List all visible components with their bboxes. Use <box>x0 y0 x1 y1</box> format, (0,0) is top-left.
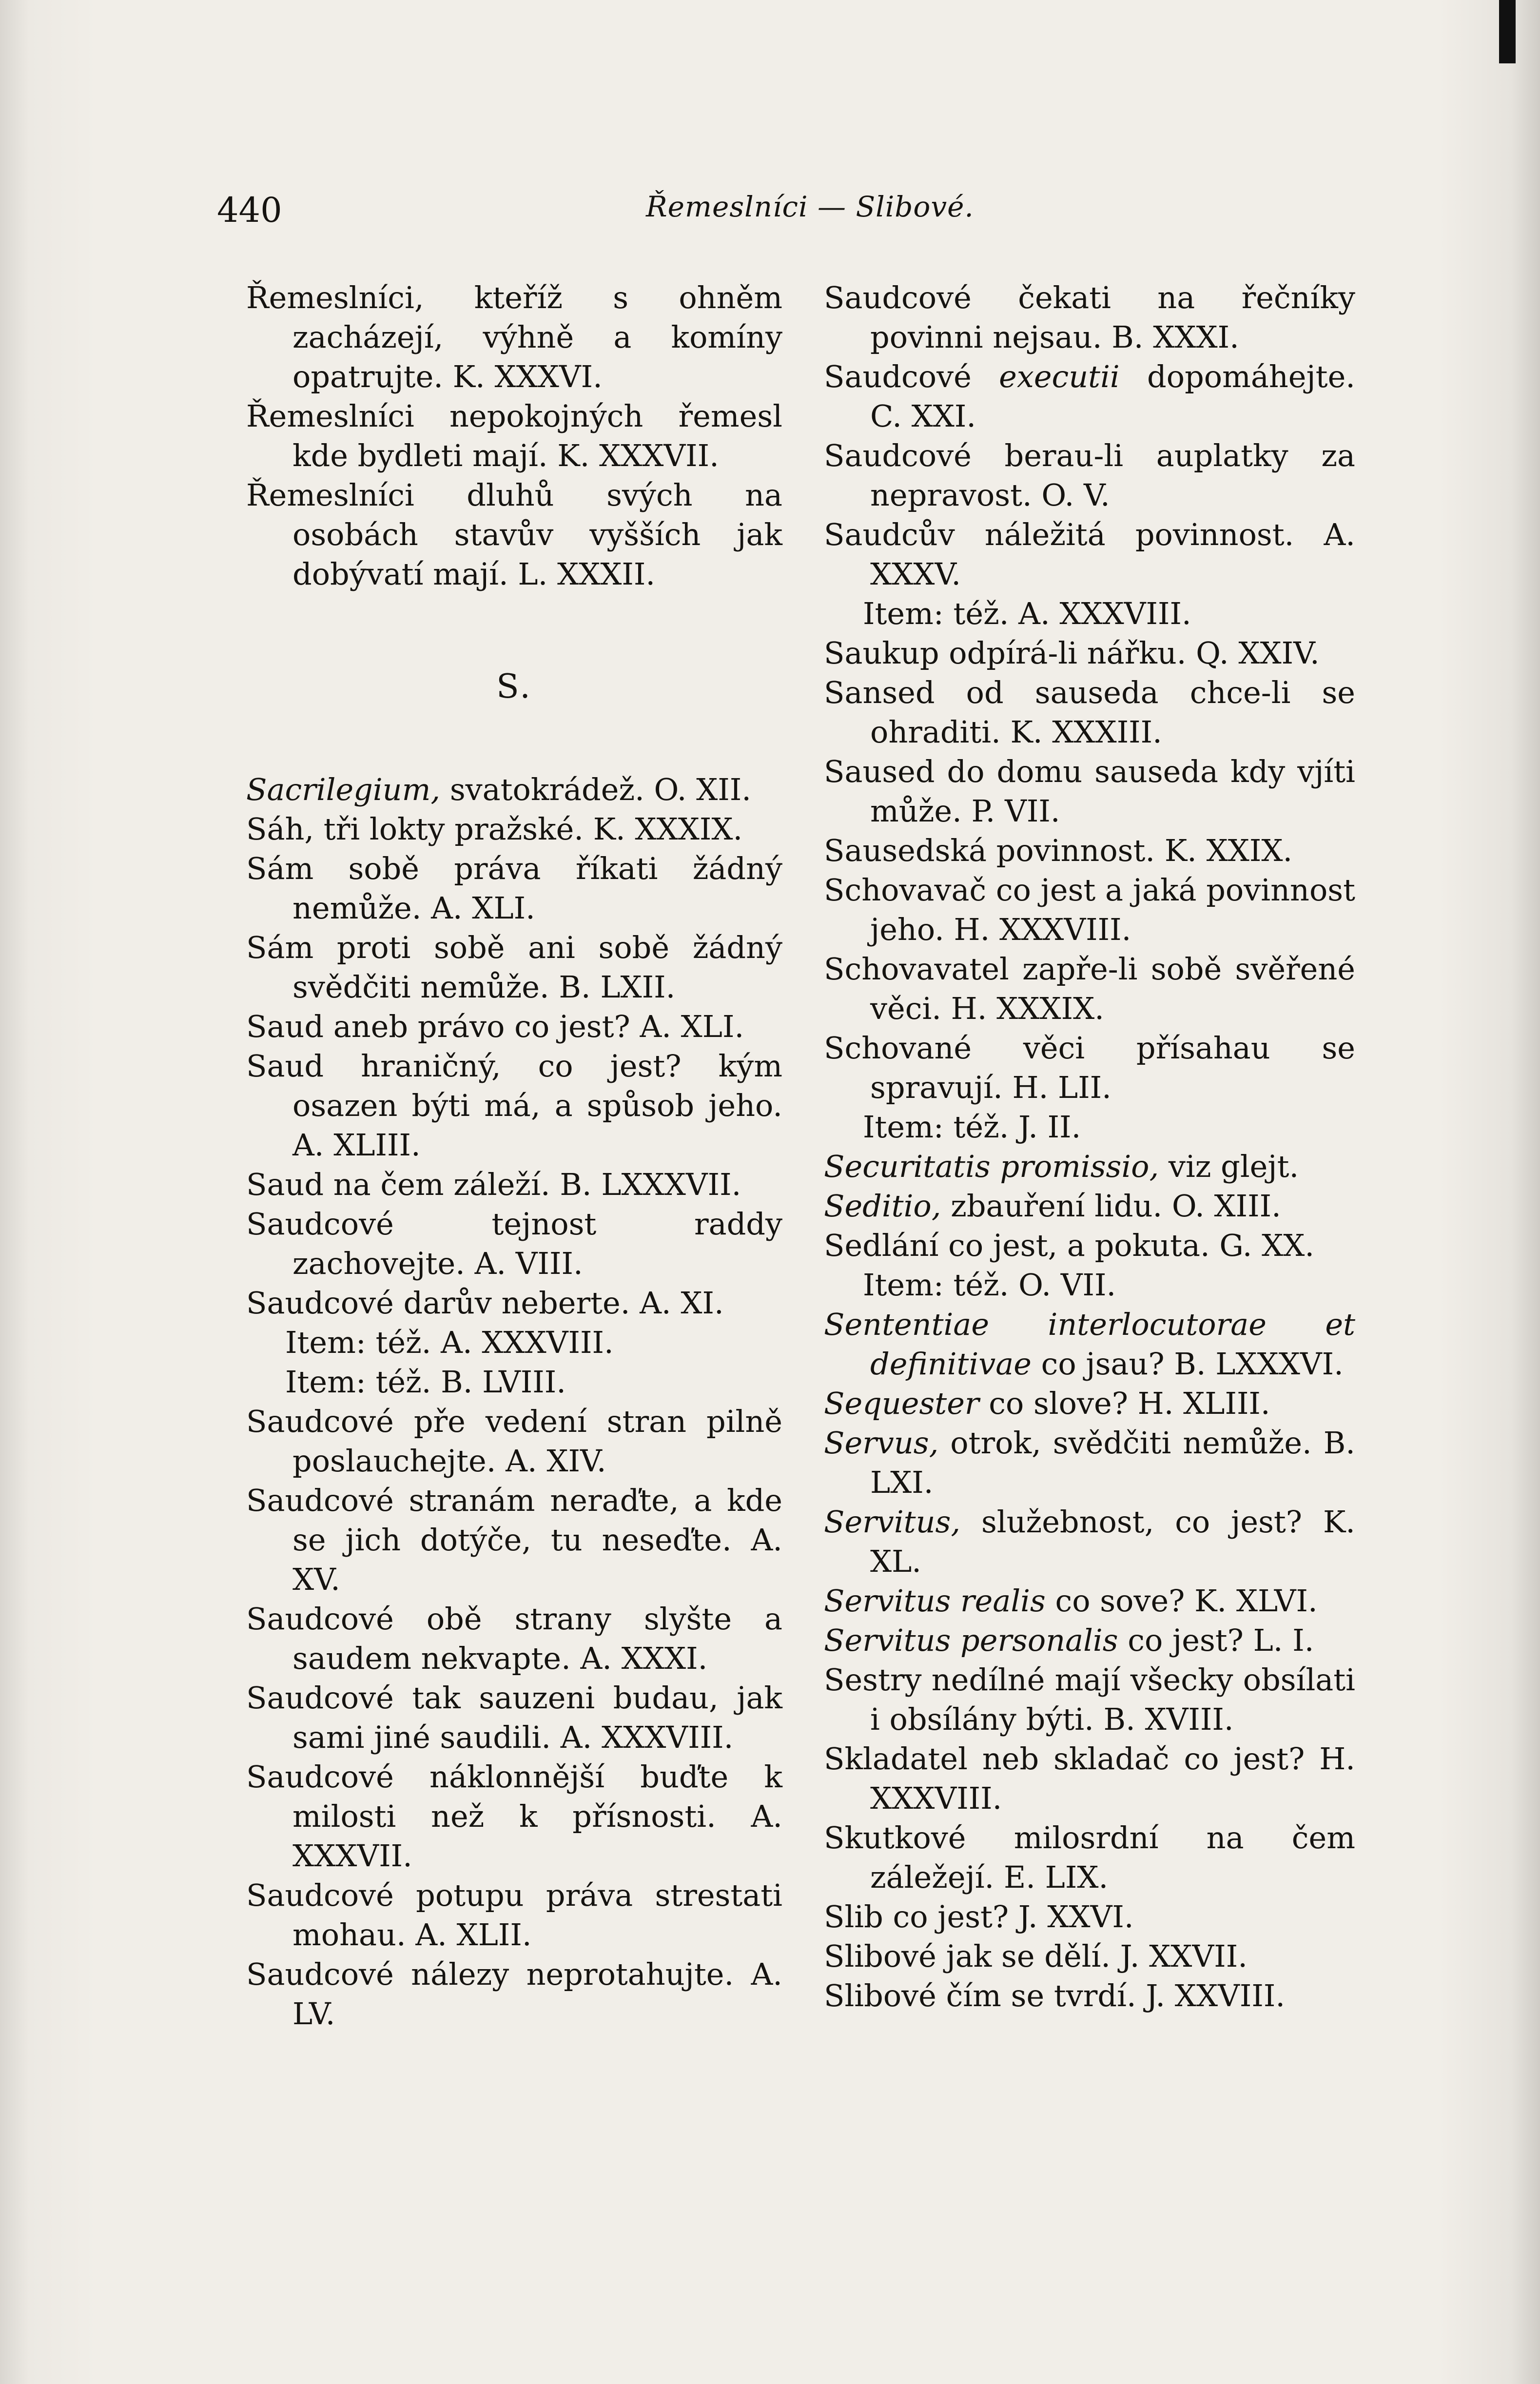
entry-latin-term: Securitatis promissio, <box>824 1149 1159 1184</box>
entry-text: Saudcové potupu práva strestati mohau. A. XLII. <box>246 1877 782 1953</box>
page-header <box>0 190 1540 244</box>
entry-latin-term: Servitus realis <box>824 1583 1046 1619</box>
entry-latin-term: Servus, <box>824 1425 939 1461</box>
index-entry <box>824 1660 1355 1739</box>
index-entry: Řemeslníci nepokojných řemesl kde bydleti mají. K. XXXVII. <box>246 398 782 473</box>
index-entry <box>824 1818 1355 1897</box>
entry-text: zbauření lidu. O. XIII. <box>941 1188 1281 1224</box>
entry-text: co jest? L. I. <box>1118 1622 1314 1658</box>
index-entry <box>824 1384 1355 1423</box>
entry-prefix: Saudcové <box>824 359 999 394</box>
index-entry <box>824 633 1355 673</box>
entry-text: Saudcové darův neberte. A. XI. <box>246 1285 724 1321</box>
running-title: Řemeslníci — Slibové. <box>646 190 974 223</box>
entry-text: Item: též. A. XXXVIII. <box>285 1325 614 1360</box>
index-entry <box>824 1147 1355 1186</box>
index-entry <box>824 831 1355 870</box>
index-entry <box>824 1107 1355 1147</box>
entry-text: svatokrádež. O. XII. <box>440 772 751 807</box>
index-entry <box>824 870 1355 949</box>
right-column <box>824 278 1355 2015</box>
index-entry <box>246 1402 782 1481</box>
entry-latin-term: Sententiae interlocutorae et definitivae <box>824 1307 1355 1382</box>
index-entry: Řemeslníci dluhů svých na osobách stavův vyšších jak dobývatí mají. L. XXXII. <box>246 477 782 592</box>
entry-latin-term: Sequester <box>824 1386 979 1421</box>
entry-text: Item: též. O. VII. <box>863 1267 1116 1303</box>
entry-text: Schovavatel zapře-li sobě svěřené věci. H. XXXIX. <box>824 951 1355 1026</box>
index-entry <box>824 1976 1355 2015</box>
entry-latin-term: Servitus, <box>824 1504 961 1540</box>
index-entry <box>824 1186 1355 1226</box>
section-letter: S. <box>496 667 532 706</box>
index-entry <box>246 849 782 928</box>
entry-text: co jsau? B. LXXXVI. <box>1031 1346 1344 1382</box>
index-entry <box>824 278 1355 357</box>
entry-text: co sove? K. XLVI. <box>1045 1583 1318 1619</box>
entry-text: Slibové čím se tvrdí. J. XXVIII. <box>824 1978 1286 2013</box>
index-entry <box>246 1481 782 1599</box>
entry-text: Sedlání co jest, a pokuta. G. XX. <box>824 1228 1315 1263</box>
entry-latin-term: Seditio, <box>824 1188 941 1224</box>
entry-text: Saudcové náklonnější buďte k milosti než k přísnosti. A. XXXVII. <box>246 1759 782 1874</box>
index-entry <box>246 1204 782 1283</box>
entry-text: Saudcové tak sauzeni budau, jak sami jiné saudili. A. XXXVIII. <box>246 1680 782 1755</box>
index-entry <box>246 1678 782 1757</box>
index-entry <box>824 1936 1355 1976</box>
index-entry <box>824 1305 1355 1384</box>
entry-text: služebnost, co jest? K. XL. <box>870 1504 1355 1579</box>
entry-text: Sestry nedílné mají všecky obsílati i obsílány býti. B. XVIII. <box>824 1662 1355 1737</box>
index-entry <box>824 1897 1355 1936</box>
index-entry <box>824 594 1355 633</box>
entry-text: Saudcové nálezy neprotahujte. A. LV. <box>246 1956 782 2032</box>
entry-text: Schované věci přísahau se spravují. H. LII. <box>824 1030 1355 1105</box>
entry-text: Skladatel neb skladač co jest? H. XXXVIII. <box>824 1741 1355 1816</box>
index-entry <box>246 928 782 1007</box>
entry-text: Saudcové berau-li auplatky za nepravost. O. V. <box>824 438 1355 513</box>
index-entry <box>246 1283 782 1323</box>
entry-text: Sáh, tři lokty pražské. K. XXXIX. <box>246 811 743 847</box>
entry-latin-term: Servitus personalis <box>824 1622 1118 1658</box>
entry-text: Sám sobě práva říkati žádný nemůže. A. XLI. <box>246 851 782 926</box>
index-entry <box>246 809 782 849</box>
index-entry <box>246 1599 782 1678</box>
entry-text: Schovavač co jest a jaká povinnost jeho. H. XXXVIII. <box>824 872 1355 947</box>
entry-text: Saud aneb právo co jest? A. XLI. <box>246 1009 744 1044</box>
entry-text: Skutkové milosrdní na čem záležejí. E. LIX. <box>824 1820 1355 1895</box>
index-entry <box>246 1165 782 1204</box>
index-entry <box>824 1423 1355 1502</box>
left-bottom-entries <box>246 770 782 2033</box>
index-entry <box>246 1046 782 1165</box>
index-entry <box>824 1581 1355 1621</box>
entry-text: Saud na čem záleží. B. LXXXVII. <box>246 1167 741 1202</box>
entry-text: Saudcův náležitá povinnost. A. XXXV. <box>824 517 1355 592</box>
entry-text: Saudcové stranám neraďte, a kde se jich dotýče, tu neseďte. A. XV. <box>246 1483 782 1597</box>
index-entry <box>824 949 1355 1028</box>
index-entry <box>246 1757 782 1876</box>
index-entry <box>246 1007 782 1046</box>
index-entry <box>824 673 1355 752</box>
entry-text: Slibové jak se dělí. J. XXVII. <box>824 1938 1248 1974</box>
entry-text: Saudcové pře vedení stran pilně poslauchejte. A. XIV. <box>246 1404 782 1479</box>
index-entry <box>824 752 1355 831</box>
index-entry <box>824 1621 1355 1660</box>
entry-text: Item: též. J. II. <box>863 1109 1081 1145</box>
index-entry: Řemeslníci, kteříž s ohněm zacházejí, výhně a komíny opatrujte. K. XXXVI. <box>246 280 782 394</box>
index-entry <box>824 515 1355 594</box>
entry-text: Slib co jest? J. XXVI. <box>824 1899 1134 1935</box>
scan-edge-mark <box>1499 0 1516 63</box>
entry-text: Saukup odpírá-li nářku. Q. XXIV. <box>824 635 1320 671</box>
entry-latin-term: Sacrilegium, <box>246 772 441 807</box>
entry-text: Saused do domu sauseda kdy vjíti může. P. VII. <box>824 754 1355 829</box>
entry-text: Sausedská povinnost. K. XXIX. <box>824 833 1293 868</box>
entry-text: viz glejt. <box>1159 1149 1299 1184</box>
left-top-entries <box>246 278 782 594</box>
entry-text: Sansed od sauseda chce-li se ohraditi. K. XXXIII. <box>824 675 1355 750</box>
entry-text: Saudcové tejnost raddy zachovejte. A. VIII. <box>246 1206 782 1281</box>
index-entry <box>246 1362 782 1402</box>
index-entry <box>824 436 1355 515</box>
entry-latin-term: executii <box>999 359 1120 394</box>
entry-text: otrok, svědčiti nemůže. B. LXI. <box>870 1425 1355 1500</box>
index-entry <box>824 1028 1355 1107</box>
index-entry <box>824 1739 1355 1818</box>
index-entry <box>246 1954 782 2033</box>
index-entry <box>246 1323 782 1362</box>
entry-text: dopomáhejte. C. XXI. <box>870 359 1355 434</box>
index-entry <box>824 1502 1355 1581</box>
entry-text: Item: též. A. XXXVIII. <box>863 596 1191 631</box>
index-entry <box>824 1265 1355 1305</box>
entry-text: Saud hraničný, co jest? kým osazen býti má, a spůsob jeho. A. XLIII. <box>246 1048 782 1163</box>
index-entry <box>824 357 1355 436</box>
entry-text: Saudcové čekati na řečníky povinni nejsau. B. XXXI. <box>824 280 1355 355</box>
entry-text: Item: též. B. LVIII. <box>285 1364 566 1400</box>
index-entry <box>824 1226 1355 1265</box>
left-column <box>246 278 782 2033</box>
index-entry <box>246 1876 782 1954</box>
entry-text: Sám proti sobě ani sobě žádný svědčiti nemůže. B. LXII. <box>246 930 782 1005</box>
page-number: 440 <box>217 190 282 230</box>
index-entry <box>246 770 782 809</box>
entry-text: Saudcové obě strany slyšte a saudem nekvapte. A. XXXI. <box>246 1601 782 1676</box>
entry-text: co slove? H. XLIII. <box>979 1386 1270 1421</box>
